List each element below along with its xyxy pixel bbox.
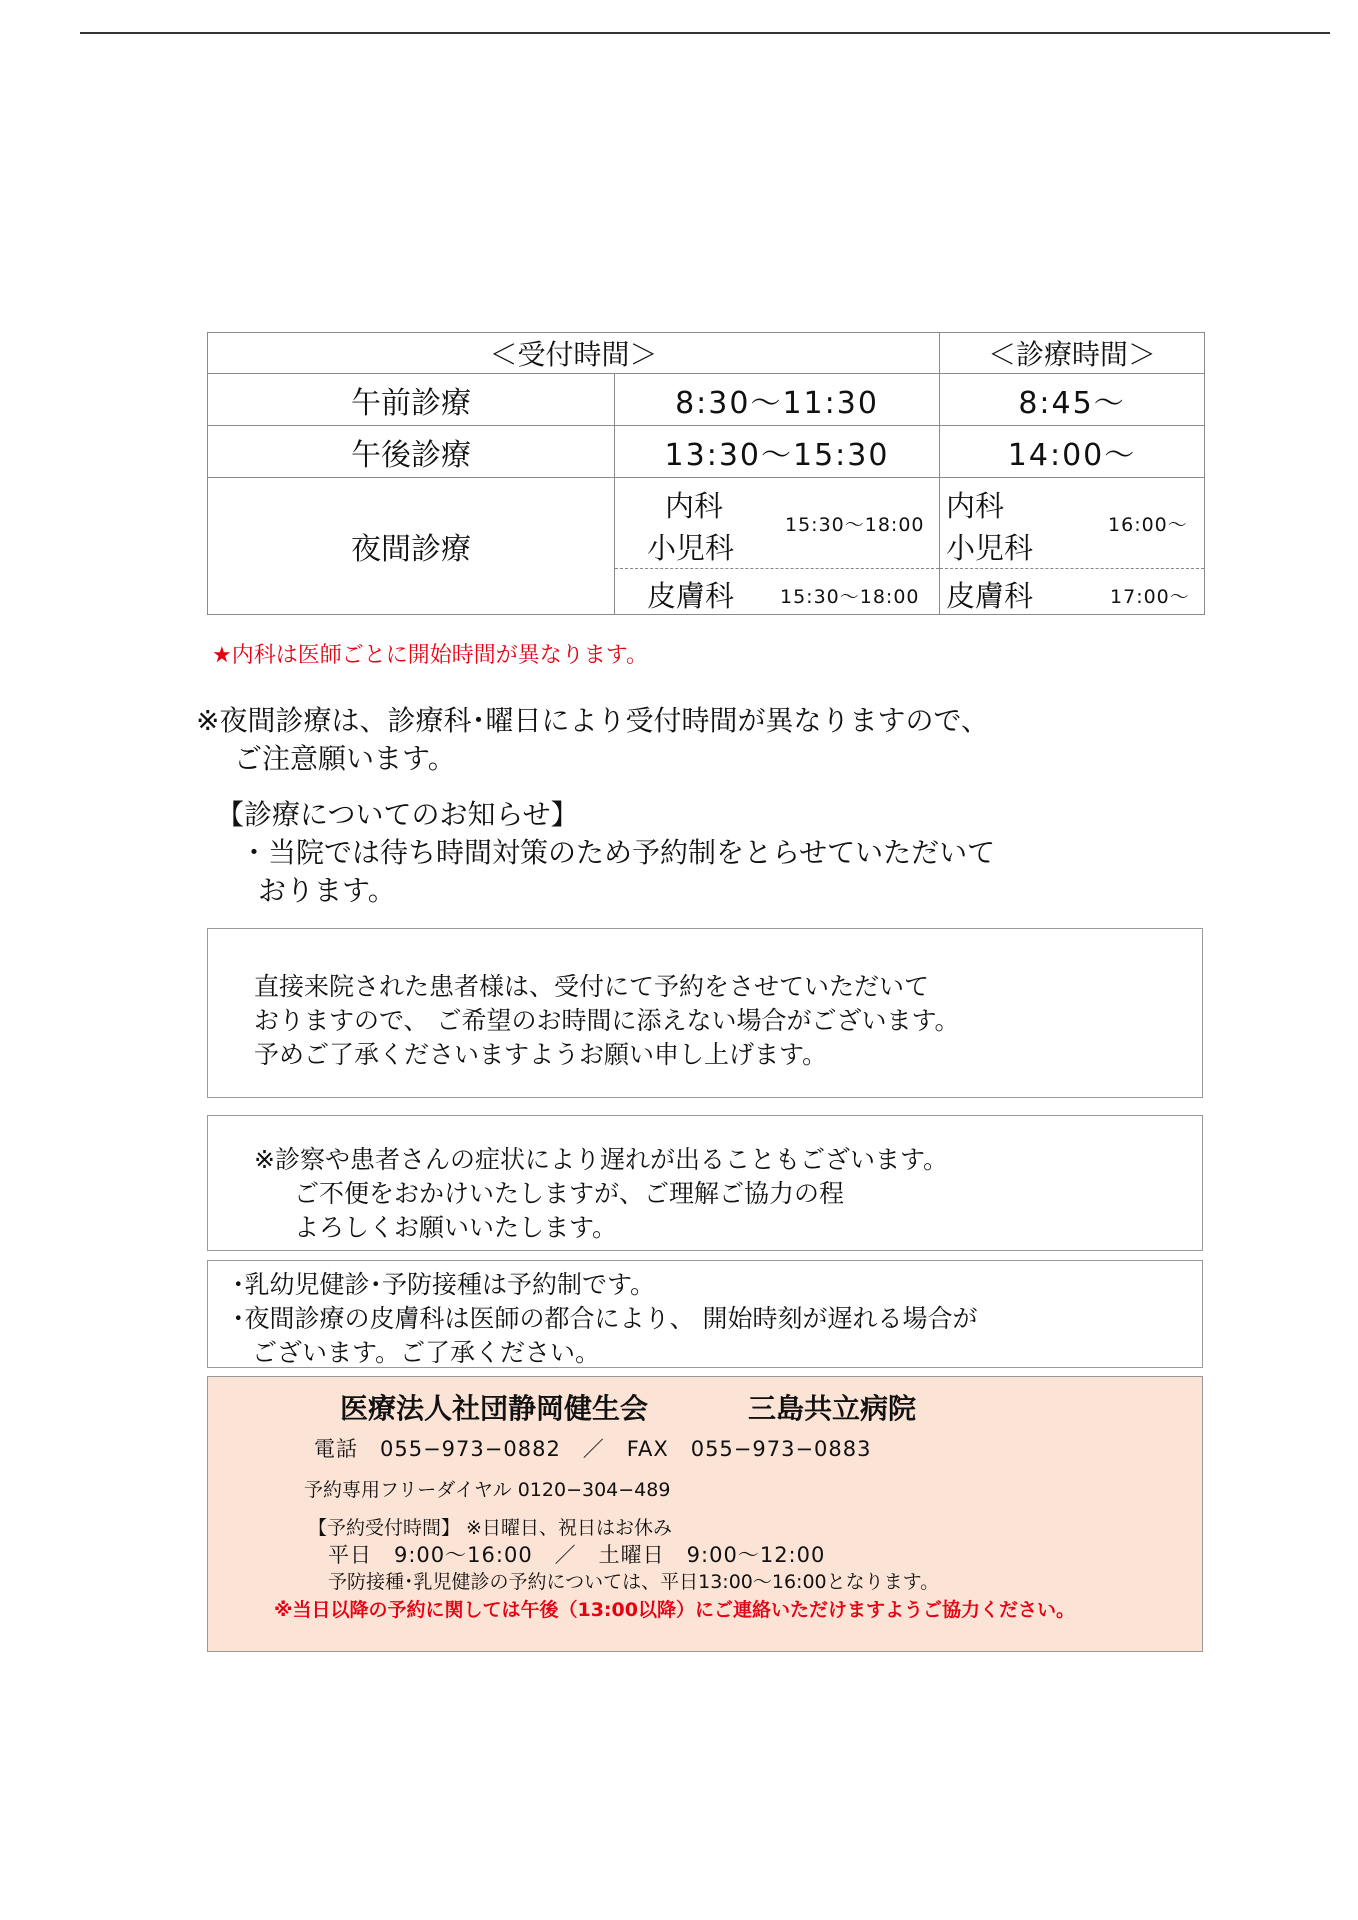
internal-ped-reception-time: 15:30〜18:00 <box>785 514 925 536</box>
header-reception: ＜受付時間＞ <box>208 333 940 374</box>
tel-fax: 電話 055−973−0882 ／ FAX 055−973−0883 <box>314 1437 872 1461</box>
hospital-contact-footer <box>207 1376 1203 1652</box>
night-notice-line2: ご注意願います。 <box>234 742 456 775</box>
dermatology-reception-time: 15:30〜18:00 <box>780 586 920 608</box>
row-label-night: 夜間診療 <box>208 478 615 615</box>
box3-line1: ･乳幼児健診･予防接種は予約制です。 <box>232 1270 656 1299</box>
box1-line2: おりますので、 ご希望のお時間に添えない場合がございます。 <box>254 1006 960 1035</box>
dotted-divider <box>615 568 939 569</box>
hospital-name: 三島共立病院 <box>748 1392 917 1425</box>
dept-pediatrics-consult: 小児科 <box>946 531 1034 565</box>
reservation-info-box <box>207 928 1203 1098</box>
box2-line3: よろしくお願いいたします。 <box>294 1213 618 1242</box>
dermatology-consultation-time: 17:00〜 <box>1110 586 1190 608</box>
dept-dermatology: 皮膚科 <box>647 579 735 613</box>
night-notice-line1: ※夜間診療は、診療科･曜日により受付時間が異なりますので、 <box>196 704 989 737</box>
row-label-morning: 午前診療 <box>208 374 615 426</box>
dept-dermatology-consult: 皮膚科 <box>946 579 1034 613</box>
morning-reception: 8:30〜11:30 <box>615 374 940 426</box>
row-label-afternoon: 午後診療 <box>208 426 615 478</box>
header-consultation: ＜診療時間＞ <box>940 333 1205 374</box>
dotted-divider-consult <box>940 568 1204 569</box>
appointment-rules-box <box>207 1260 1203 1368</box>
internal-start-note: ★内科は医師ごとに開始時間が異なります。 <box>212 643 648 668</box>
box2-line1: ※診察や患者さんの症状により遅れが出ることもございます。 <box>254 1145 948 1174</box>
hours-heading: 【予約受付時間】 ※日曜日、祝日はお休み <box>308 1517 672 1539</box>
night-consultation-cell <box>940 478 1205 615</box>
box3-line2: ･夜間診療の皮膚科は医師の都合により、 開始時刻が遅れる場合が <box>232 1304 978 1333</box>
box1-line1: 直接来院された患者様は、受付にて予約をさせていただいて <box>254 972 930 1001</box>
dept-internal-consult: 内科 <box>946 489 1005 523</box>
box1-line3: 予めご了承くださいますようお願い申し上げます。 <box>254 1040 828 1069</box>
internal-ped-consultation-time: 16:00〜 <box>1108 514 1188 536</box>
delay-info-box <box>207 1115 1203 1251</box>
dept-pediatrics: 小児科 <box>647 531 735 565</box>
night-reception-cell <box>615 478 940 615</box>
notice-bullet1-cont: おります。 <box>258 874 396 907</box>
reservation-hours: 平日 9:00〜16:00 ／ 土曜日 9:00〜12:00 <box>328 1543 826 1567</box>
vaccine-checkup-note: 予防接種･乳児健診の予約については、平日13:00〜16:00となります。 <box>328 1571 940 1593</box>
morning-consultation: 8:45〜 <box>940 374 1205 426</box>
org-name: 医療法人社団静岡健生会 <box>340 1392 649 1425</box>
box2-line2: ご不便をおかけいたしますが、ご理解ご協力の程 <box>294 1179 845 1208</box>
box3-line3: ございます。ご了承ください。 <box>252 1338 601 1367</box>
afternoon-consultation: 14:00〜 <box>940 426 1205 478</box>
top-rule <box>80 32 1330 34</box>
schedule-table <box>207 332 1205 615</box>
dept-internal: 内科 <box>665 489 724 523</box>
same-day-reservation-note: ※当日以降の予約に関しては午後（13:00以降）にご連絡いただけますようご協力ください。 <box>274 1599 1075 1621</box>
afternoon-reception: 13:30〜15:30 <box>615 426 940 478</box>
free-dial: 予約専用フリーダイヤル 0120−304−489 <box>304 1479 671 1501</box>
notice-heading: 【診療についてのお知らせ】 <box>216 798 579 831</box>
notice-bullet1: ・当院では待ち時間対策のため予約制をとらせていただいて <box>240 836 996 869</box>
